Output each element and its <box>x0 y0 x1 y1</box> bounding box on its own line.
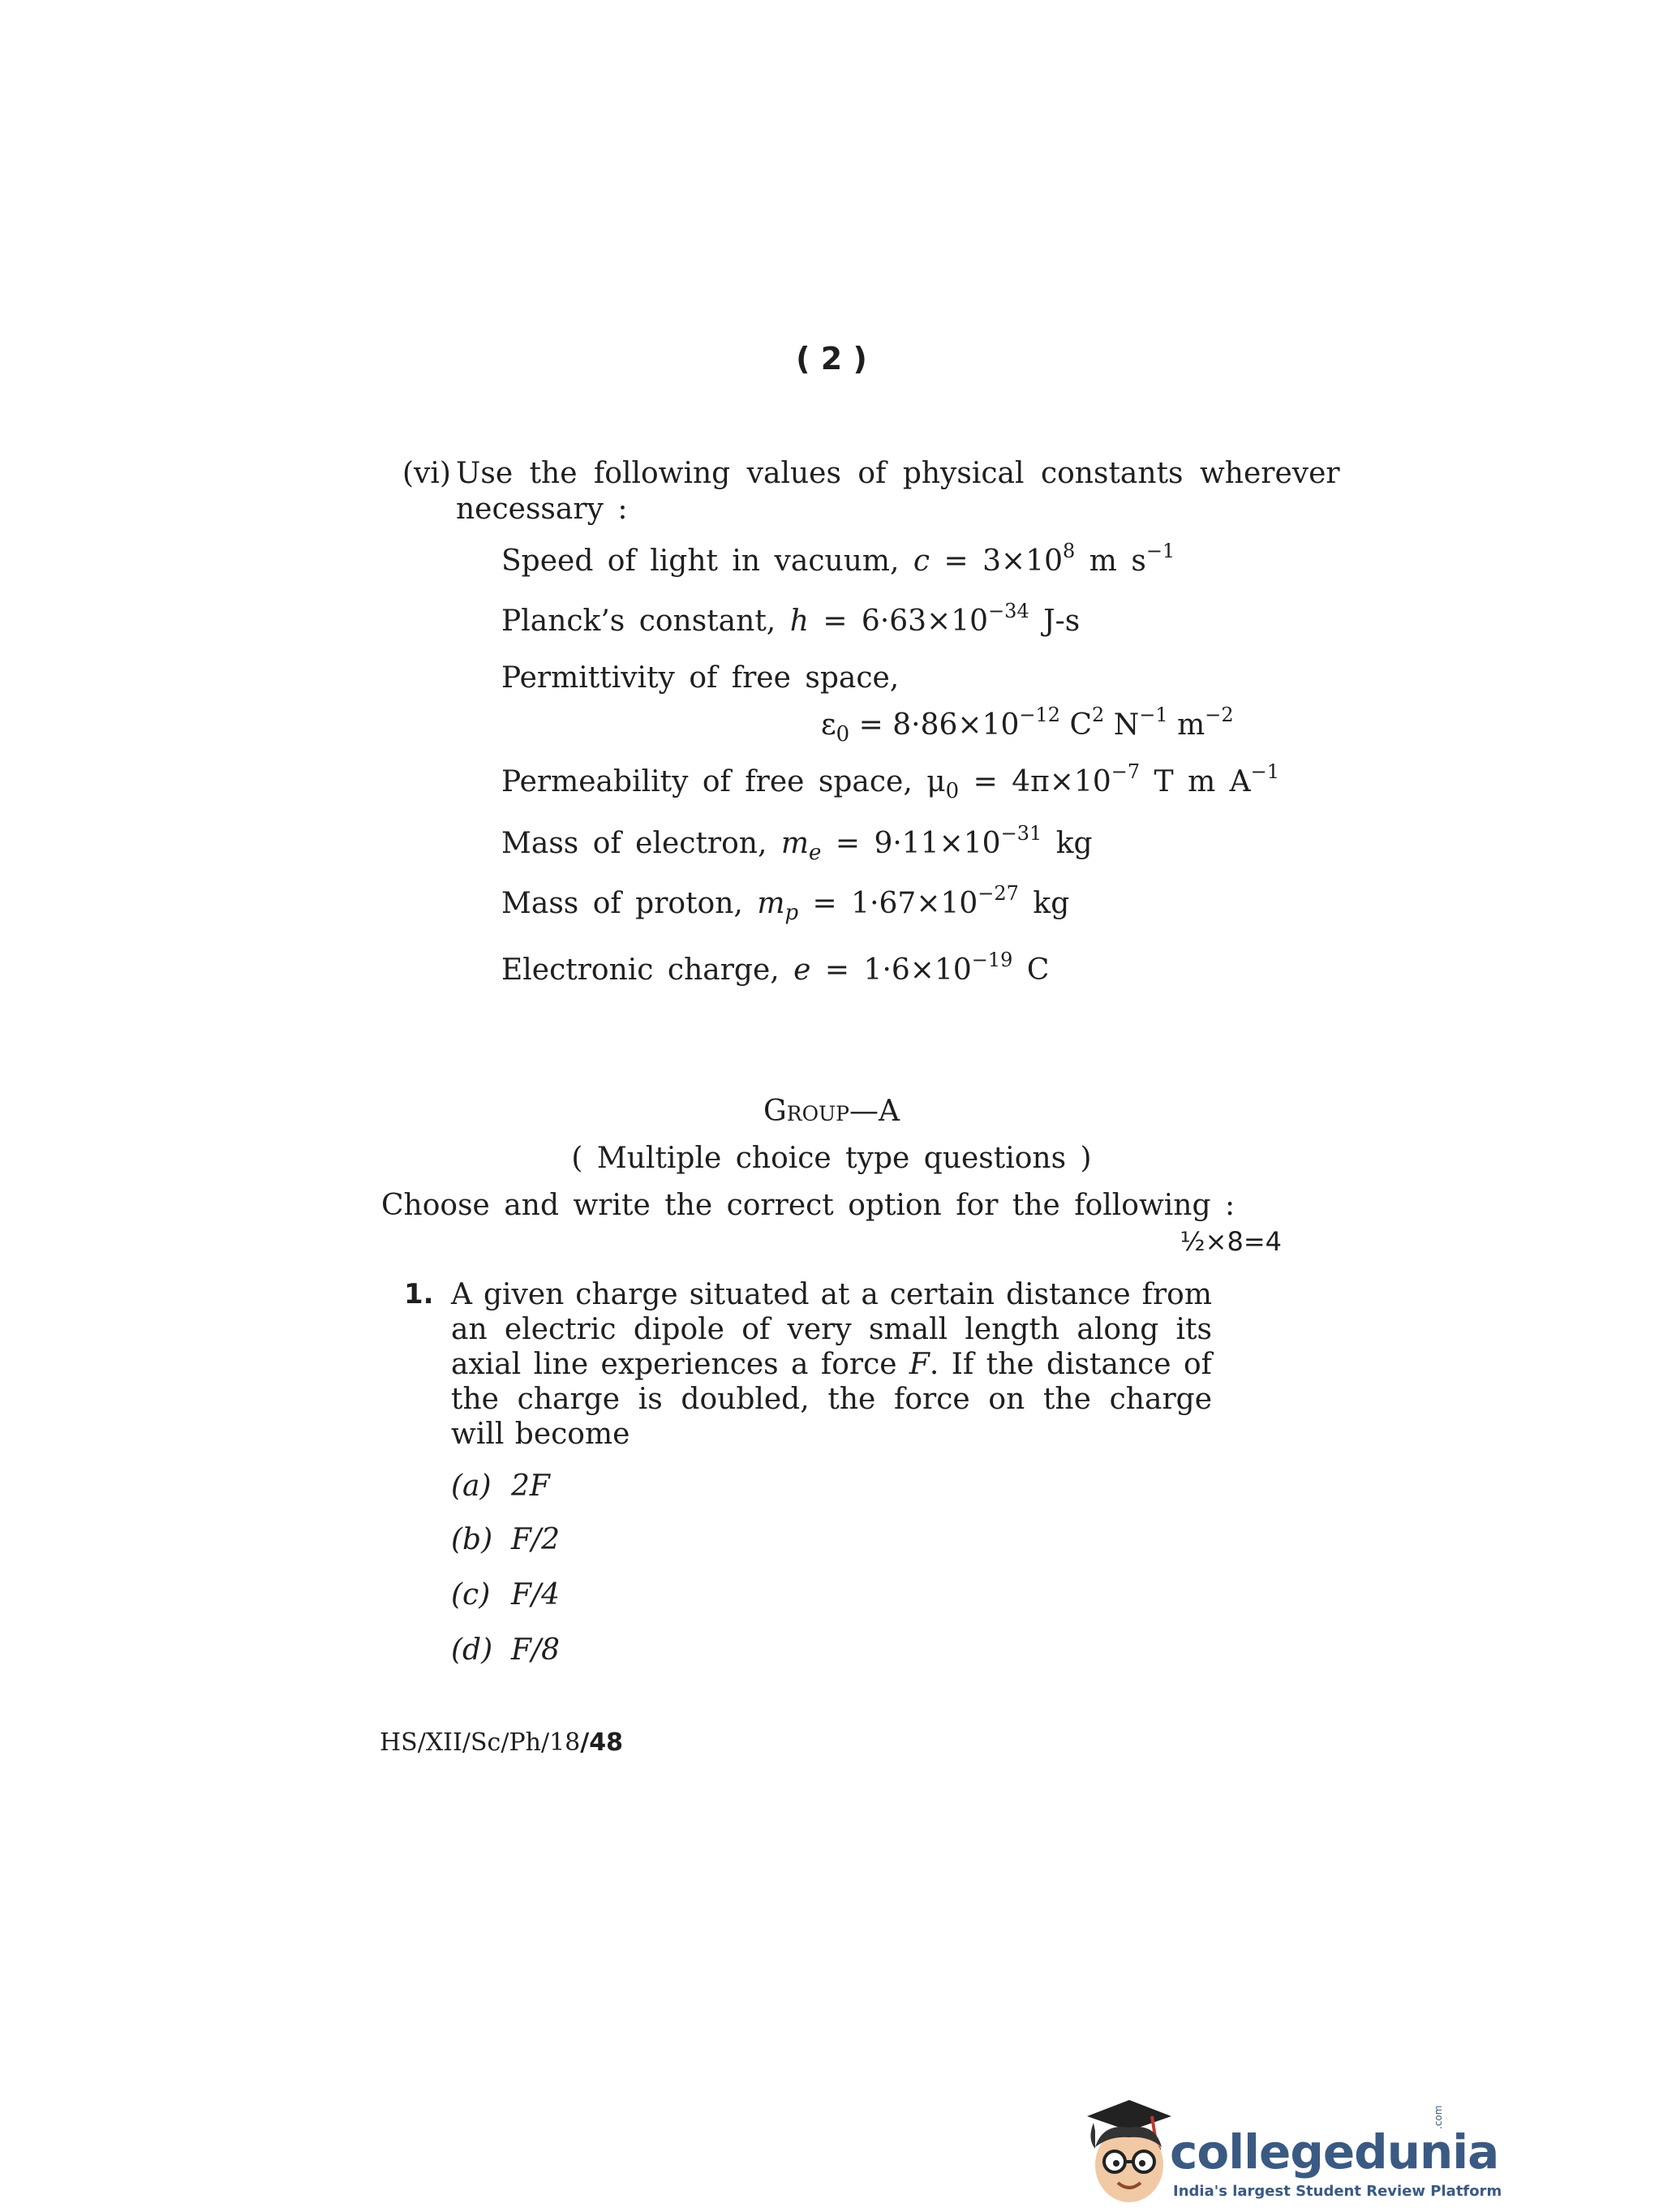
question-number: 1. <box>404 1278 434 1310</box>
brand-name: collegedunia <box>1170 2124 1499 2180</box>
collegedunia-watermark <box>1071 2090 1502 2212</box>
constant-proton-mass: Mass of proton, $m_p = 1\cdot 67\times 10^{-27}$ kg <box>501 882 1070 925</box>
constant-planck: Planck’s constant, $h = 6\cdot 63\times 10^{-34}$ J-s <box>501 600 1081 638</box>
instruction-label: (vi) <box>402 457 451 490</box>
mascot-icon <box>1071 2098 1176 2212</box>
option-d: (d) F/8 <box>451 1633 561 1667</box>
option-b: (b) F/2 <box>451 1523 561 1556</box>
constant-speed-of-light: Speed of light in vacuum, $c = 3\times 10^8$ m $s^{-1}$ <box>501 540 1175 578</box>
paper-code: HS/XII/Sc/Ph/18/48 <box>380 1728 623 1757</box>
page-number: ( 2 ) <box>796 341 867 377</box>
group-title: Group—A <box>763 1095 900 1128</box>
question-text: A given charge situated at a certain distance from an electric dipole of very small length along its axial line experiences a force F. If the distance of the charge is doubled, the force on the charge will become <box>451 1278 1212 1451</box>
instruction-line-2: necessary : <box>456 493 628 526</box>
option-a: (a) 2F <box>451 1470 550 1503</box>
option-c: (c) F/4 <box>451 1578 561 1612</box>
brand-dotcom: .com <box>1433 2105 1444 2129</box>
group-instruction: Choose and write the correct option for the following : <box>381 1189 1235 1222</box>
group-subtitle: ( Multiple choice type questions ) <box>571 1142 1092 1175</box>
marks-allocation: ½×8=4 <box>1180 1226 1282 1257</box>
constant-electron-mass: Mass of electron, $m_e = 9\cdot 11\times 10^{-31}$ kg <box>501 822 1093 865</box>
brand-tagline: India's largest Student Review Platform <box>1173 2183 1502 2200</box>
constant-permittivity-value: $\varepsilon_0 = 8\cdot 86\times 10^{-12}$ $C^2$ $N^{-1}$ $m^{-2}$ <box>821 704 1234 747</box>
instruction-line-1: Use the following values of physical constants wherever <box>456 457 1340 490</box>
constant-permeability: Permeability of free space, $\mu_0 = 4\pi\times 10^{-7}$ T m $A^{-1}$ <box>501 760 1280 803</box>
constant-permittivity-label: Permittivity of free space, <box>501 661 900 695</box>
constant-electronic-charge: Electronic charge, $e = 1\cdot 6\times 10^{-19}$ C <box>501 949 1050 987</box>
